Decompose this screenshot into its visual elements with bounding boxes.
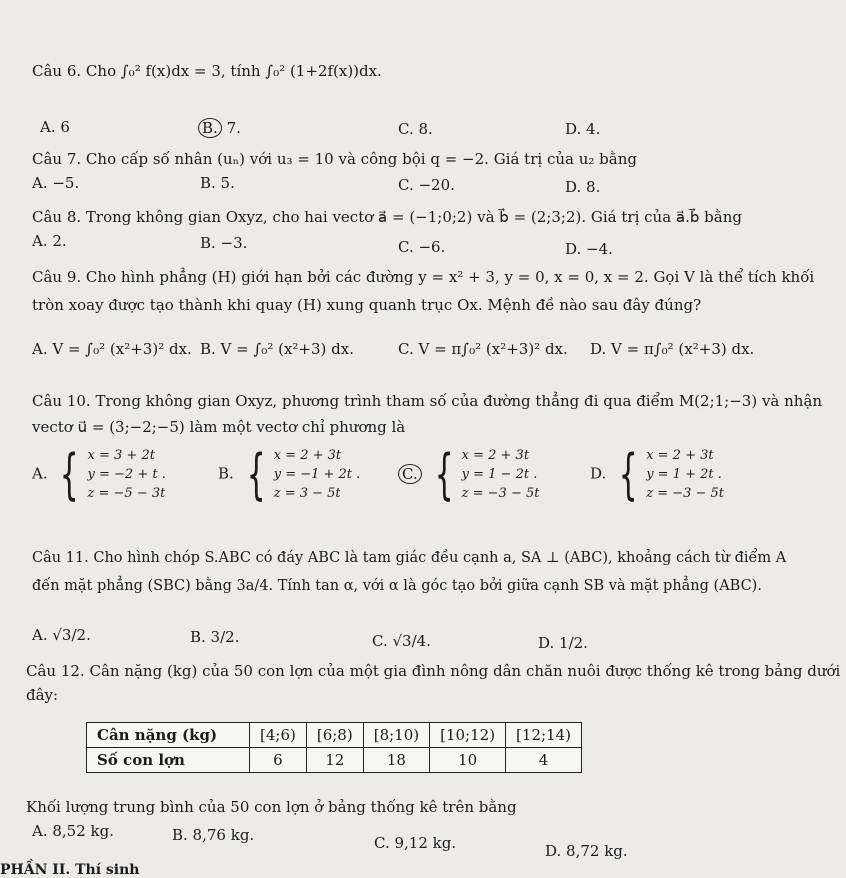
q7-option-d: D. 8. xyxy=(565,178,601,196)
param-system: x = 2 + 3t y = 1 + 2t . z = −3 − 5t xyxy=(646,448,725,501)
left-brace-icon: { xyxy=(246,442,266,506)
q6-option-b: B. 7. xyxy=(198,118,241,138)
q8-stem: Câu 8. Trong không gian Oxyz, cho hai vectơ a⃗ = (−1;0;2) và b⃗ = (2;3;2). Giá trị của a⃗.b⃗ bằng xyxy=(32,208,742,226)
left-brace-icon: { xyxy=(60,442,80,506)
q11-stem-line2: đến mặt phẳng (SBC) bằng 3a/4. Tính tan α, với α là góc tạo bởi giữa cạnh SB và mặt phẳng (ABC). xyxy=(32,578,762,594)
q9-stem-line1: Câu 9. Cho hình phẳng (H) giới hạn bởi các đường y = x² + 3, y = 0, x = 0, x = 2. Gọi V là thể tích khối xyxy=(32,268,815,286)
table-cell: 10 xyxy=(430,748,506,773)
q6-option-d: D. 4. xyxy=(565,120,601,138)
q9-option-a: A. V = ∫₀² (x²+3)² dx. xyxy=(32,340,192,358)
table-row xyxy=(87,748,582,773)
q12-option-c: C. 9,12 kg. xyxy=(374,834,457,852)
table-cell: [12;14) xyxy=(506,723,582,748)
table-cell: 4 xyxy=(506,748,582,773)
q8-option-c: C. −6. xyxy=(398,238,446,256)
table-row xyxy=(87,723,582,748)
q8-option-d: D. −4. xyxy=(565,240,613,258)
section-footer: PHẦN II. Thí sinh xyxy=(0,862,140,878)
option-label: B. xyxy=(218,464,234,483)
answer-circle-icon: C. xyxy=(398,464,422,484)
q10-option-b xyxy=(218,442,361,506)
q6-stem: Câu 6. Cho ∫₀² f(x)dx = 3, tính ∫₀² (1+2f(x))dx. xyxy=(32,62,382,80)
q11-option-c: C. √3/4. xyxy=(372,632,431,650)
q12-option-b: B. 8,76 kg. xyxy=(172,826,255,844)
param-system: x = 3 + 2t y = −2 + t . z = −5 − 3t xyxy=(87,448,166,501)
q10-option-a xyxy=(32,442,166,506)
q11-option-a: A. √3/2. xyxy=(32,626,91,644)
table-cell: [10;12) xyxy=(430,723,506,748)
param-system: x = 2 + 3t y = 1 − 2t . z = −3 − 5t xyxy=(461,448,540,501)
q7-option-a: A. −5. xyxy=(32,174,80,192)
q6-option-a: A. 6 xyxy=(40,118,70,136)
table-cell: 18 xyxy=(363,748,429,773)
table-header-weight: Cân nặng (kg) xyxy=(87,723,250,748)
q12-after: Khối lượng trung bình của 50 con lợn ở bảng thống kê trên bằng xyxy=(26,798,517,816)
q12-stem-line2: đây: xyxy=(26,686,59,704)
table-cell: [8;10) xyxy=(363,723,429,748)
q7-stem: Câu 7. Cho cấp số nhân (uₙ) với u₃ = 10 và công bội q = −2. Giá trị của u₂ bằng xyxy=(32,150,637,168)
q9-option-b: B. V = ∫₀² (x²+3) dx. xyxy=(200,340,354,358)
table-header-count: Số con lợn xyxy=(87,748,250,773)
q9-option-c: C. V = π∫₀² (x²+3)² dx. xyxy=(398,340,568,358)
weight-frequency-table xyxy=(86,722,582,773)
q11-option-d: D. 1/2. xyxy=(538,634,588,652)
param-system: x = 2 + 3t y = −1 + 2t . z = 3 − 5t xyxy=(273,448,361,501)
q9-option-d: D. V = π∫₀² (x²+3) dx. xyxy=(590,340,755,358)
table-cell: 6 xyxy=(250,748,307,773)
q10-stem-line1: Câu 10. Trong không gian Oxyz, phương trình tham số của đường thẳng đi qua điểm M(2;1;−3) và nhận xyxy=(32,392,823,410)
q12-option-d: D. 8,72 kg. xyxy=(545,842,628,860)
option-label: A. xyxy=(32,464,48,483)
q8-option-a: A. 2. xyxy=(32,232,67,250)
table-cell: [4;6) xyxy=(250,723,307,748)
q10-option-c xyxy=(398,442,540,506)
q7-option-b: B. 5. xyxy=(200,174,235,192)
q9-stem-line2: tròn xoay được tạo thành khi quay (H) xung quanh trục Ox. Mệnh đề nào sau đây đúng? xyxy=(32,296,702,314)
q11-stem-line1: Câu 11. Cho hình chóp S.ABC có đáy ABC là tam giác đều cạnh a, SA ⊥ (ABC), khoảng cách từ điểm A xyxy=(32,550,787,566)
table-cell: [6;8) xyxy=(306,723,363,748)
left-brace-icon: { xyxy=(618,442,638,506)
q10-stem-line2: vectơ u⃗ = (3;−2;−5) làm một vectơ chỉ phương là xyxy=(32,418,406,436)
q12-option-a: A. 8,52 kg. xyxy=(32,822,114,840)
left-brace-icon: { xyxy=(434,442,454,506)
q11-option-b: B. 3/2. xyxy=(190,628,240,646)
q6-option-c: C. 8. xyxy=(398,120,433,138)
option-label: D. xyxy=(590,464,607,483)
answer-circle-icon: B. xyxy=(198,118,222,138)
q10-option-d xyxy=(590,442,725,506)
q12-stem-line1: Câu 12. Cân nặng (kg) của 50 con lợn của một gia đình nông dân chăn nuôi được thống kê trong bảng dưới xyxy=(26,662,841,680)
q7-option-c: C. −20. xyxy=(398,176,455,194)
table-cell: 12 xyxy=(306,748,363,773)
q8-option-b: B. −3. xyxy=(200,234,248,252)
